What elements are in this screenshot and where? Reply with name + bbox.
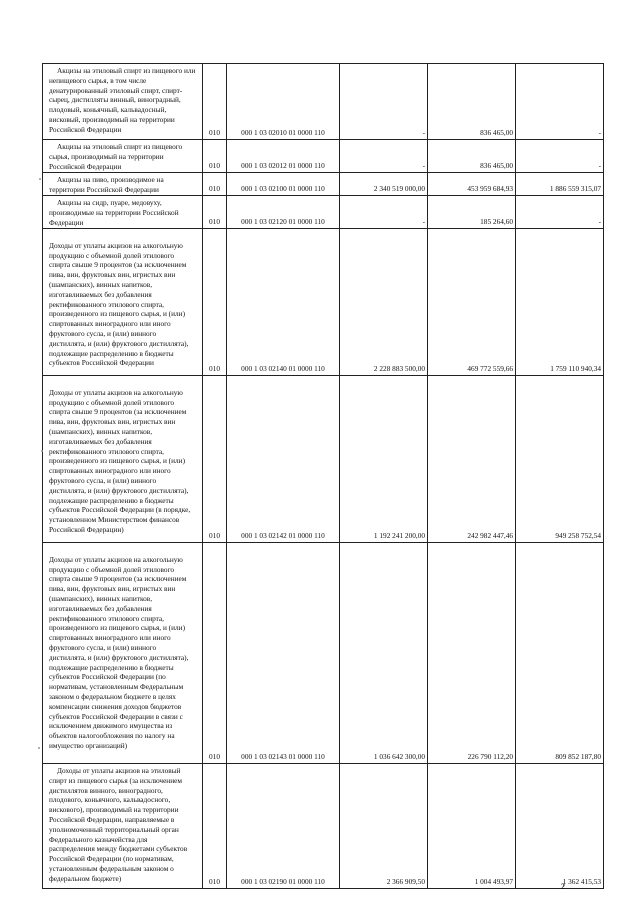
row-kbk-cell: 000 1 03 02143 01 0000 110: [227, 543, 340, 763]
row-approved-cell: 2 228 883 500,00: [340, 229, 428, 375]
row-executed-cell: 453 959 684,93: [428, 173, 516, 195]
row-executed-cell: 469 772 559,66: [428, 229, 516, 375]
row-unexecuted-cell: 809 852 187,80: [516, 543, 604, 763]
page-number: 2: [561, 882, 565, 891]
table-row: [43, 376, 604, 543]
row-kbk-cell: 000 1 03 02120 01 0000 110: [227, 196, 340, 228]
row-executed-cell: 242 982 447,46: [428, 376, 516, 542]
row-unexecuted-cell: 1 362 415,53: [516, 764, 604, 888]
revenue-table: [42, 63, 604, 889]
table-row: [43, 764, 604, 889]
row-code-cell: 010: [203, 196, 227, 228]
scan-speck: [39, 178, 41, 180]
row-code-cell: 010: [203, 543, 227, 763]
row-name-cell: Доходы от уплаты акцизов на алкогольную продукцию с объемной долей этилового спирта свыше 9 процентов (за исключением пива, вин, фруктовых вин, игристых вин (шампанских), винных напитков, изготавливаемых без добавления ректификованного этилового спирта, произведенного из пищевого сырья, и (или) спиртованных виноградного или иного фруктового сусла, и (или) винного дистиллята, и (или) фруктового дистиллята), подлежащие распределению в бюджеты субъектов Российской Федерации (в порядке, установленном Министерством финансов Российской Федерации): [43, 376, 203, 542]
row-executed-cell: 226 790 112,20: [428, 543, 516, 763]
row-kbk-cell: 000 1 03 02140 01 0000 110: [227, 229, 340, 375]
row-name-cell: Акцизы на сидр, пуаре, медовуху, производимые на территории Российской Федерации: [43, 196, 203, 228]
row-unexecuted-cell: 1 886 559 315,07: [516, 173, 604, 195]
table-row: [43, 196, 604, 229]
row-name-cell: Акцизы на этиловый спирт из пищевого или непищевого сырья, в том числе денатурированный этиловый спирт, спирт- сырец, дистилляты винный, виноградный, плодовый, коньячный, кальвадосный, висковый, производимый на территории Российской Федерации: [43, 64, 203, 139]
row-executed-cell: 1 004 493,97: [428, 764, 516, 888]
row-code-cell: 010: [203, 376, 227, 542]
row-kbk-cell: 000 1 03 02190 01 0000 110: [227, 764, 340, 888]
row-code-cell: 010: [203, 140, 227, 172]
row-approved-cell: -: [340, 140, 428, 172]
row-unexecuted-cell: 949 258 752,54: [516, 376, 604, 542]
row-unexecuted-cell: -: [516, 196, 604, 228]
row-executed-cell: 185 264,60: [428, 196, 516, 228]
row-approved-cell: 2 366 909,50: [340, 764, 428, 888]
table-row: [43, 64, 604, 140]
row-unexecuted-cell: -: [516, 140, 604, 172]
table-row: [43, 543, 604, 764]
table-row: [43, 229, 604, 376]
row-kbk-cell: 000 1 03 02142 01 0000 110: [227, 376, 340, 542]
row-code-cell: 010: [203, 64, 227, 139]
row-kbk-cell: 000 1 03 02010 01 0000 110: [227, 64, 340, 139]
row-approved-cell: -: [340, 196, 428, 228]
row-code-cell: 010: [203, 229, 227, 375]
row-code-cell: 010: [203, 173, 227, 195]
row-executed-cell: 836 465,00: [428, 64, 516, 139]
table-row: [43, 173, 604, 196]
row-approved-cell: -: [340, 64, 428, 139]
row-code-cell: 010: [203, 764, 227, 888]
row-approved-cell: 2 340 519 000,00: [340, 173, 428, 195]
scan-speck: [41, 450, 43, 452]
row-name-cell: Доходы от уплаты акцизов на алкогольную продукцию с объемной долей этилового спирта свыше 9 процентов (за исключением пива, вин, фруктовых вин, игристых вин (шампанских), винных напитков, изготавливаемых без добавления ректификованного этилового спирта, произведенного из пищевого сырья, и (или) спиртованных виноградного или иного фруктового сусла, и (или) винного дистиллята, и (или) фруктового дистиллята), подлежащие распределению в бюджеты субъектов Российской Федерации (по нормативам, установленным Федеральным законом о федеральном бюджете в целях компенсации снижения доходов бюджетов субъектов Российской Федерации в связи с исключением движимого имущества из объектов налогообложения по налогу на имущество организаций): [43, 543, 203, 763]
row-approved-cell: 1 036 642 300,00: [340, 543, 428, 763]
row-name-cell: Акцизы на этиловый спирт из пищевого сырья, производимый на территории Российской Федерации: [43, 140, 203, 172]
row-unexecuted-cell: 1 759 110 940,34: [516, 229, 604, 375]
table-row: [43, 140, 604, 173]
row-executed-cell: 836 465,00: [428, 140, 516, 172]
row-name-cell: Акцизы на пиво, производимое на территории Российской Федерации: [43, 173, 203, 195]
row-unexecuted-cell: -: [516, 64, 604, 139]
row-kbk-cell: 000 1 03 02012 01 0000 110: [227, 140, 340, 172]
row-name-cell: Доходы от уплаты акцизов на алкогольную продукцию с объемной долей этилового спирта свыше 9 процентов (за исключением пива, вин, фруктовых вин, игристых вин (шампанских), винных напитков, изготавливаемых без добавления ректификованного этилового спирта, произведенного из пищевого сырья, и (или) спиртованных виноградного или иного фруктового сусла, и (или) винного дистиллята, и (или) фруктового дистиллята), подлежащие распределению в бюджеты субъектов Российской Федерации: [43, 229, 203, 375]
row-kbk-cell: 000 1 03 02100 01 0000 110: [227, 173, 340, 195]
row-approved-cell: 1 192 241 200,00: [340, 376, 428, 542]
row-name-cell: Доходы от уплаты акцизов на этиловый спирт из пищевого сырья (за исключением дистиллятов винного, виноградного, плодового, коньячного, кальвадосного, вискового), производимый на территории Российской Федерации, направляемые в уполномоченный территориальный орган Федерального казначейства для распределения между бюджетами субъектов Российской Федерации (по нормативам, установленным федеральным законом о федеральном бюджете): [43, 764, 203, 888]
scan-speck: [38, 747, 40, 749]
